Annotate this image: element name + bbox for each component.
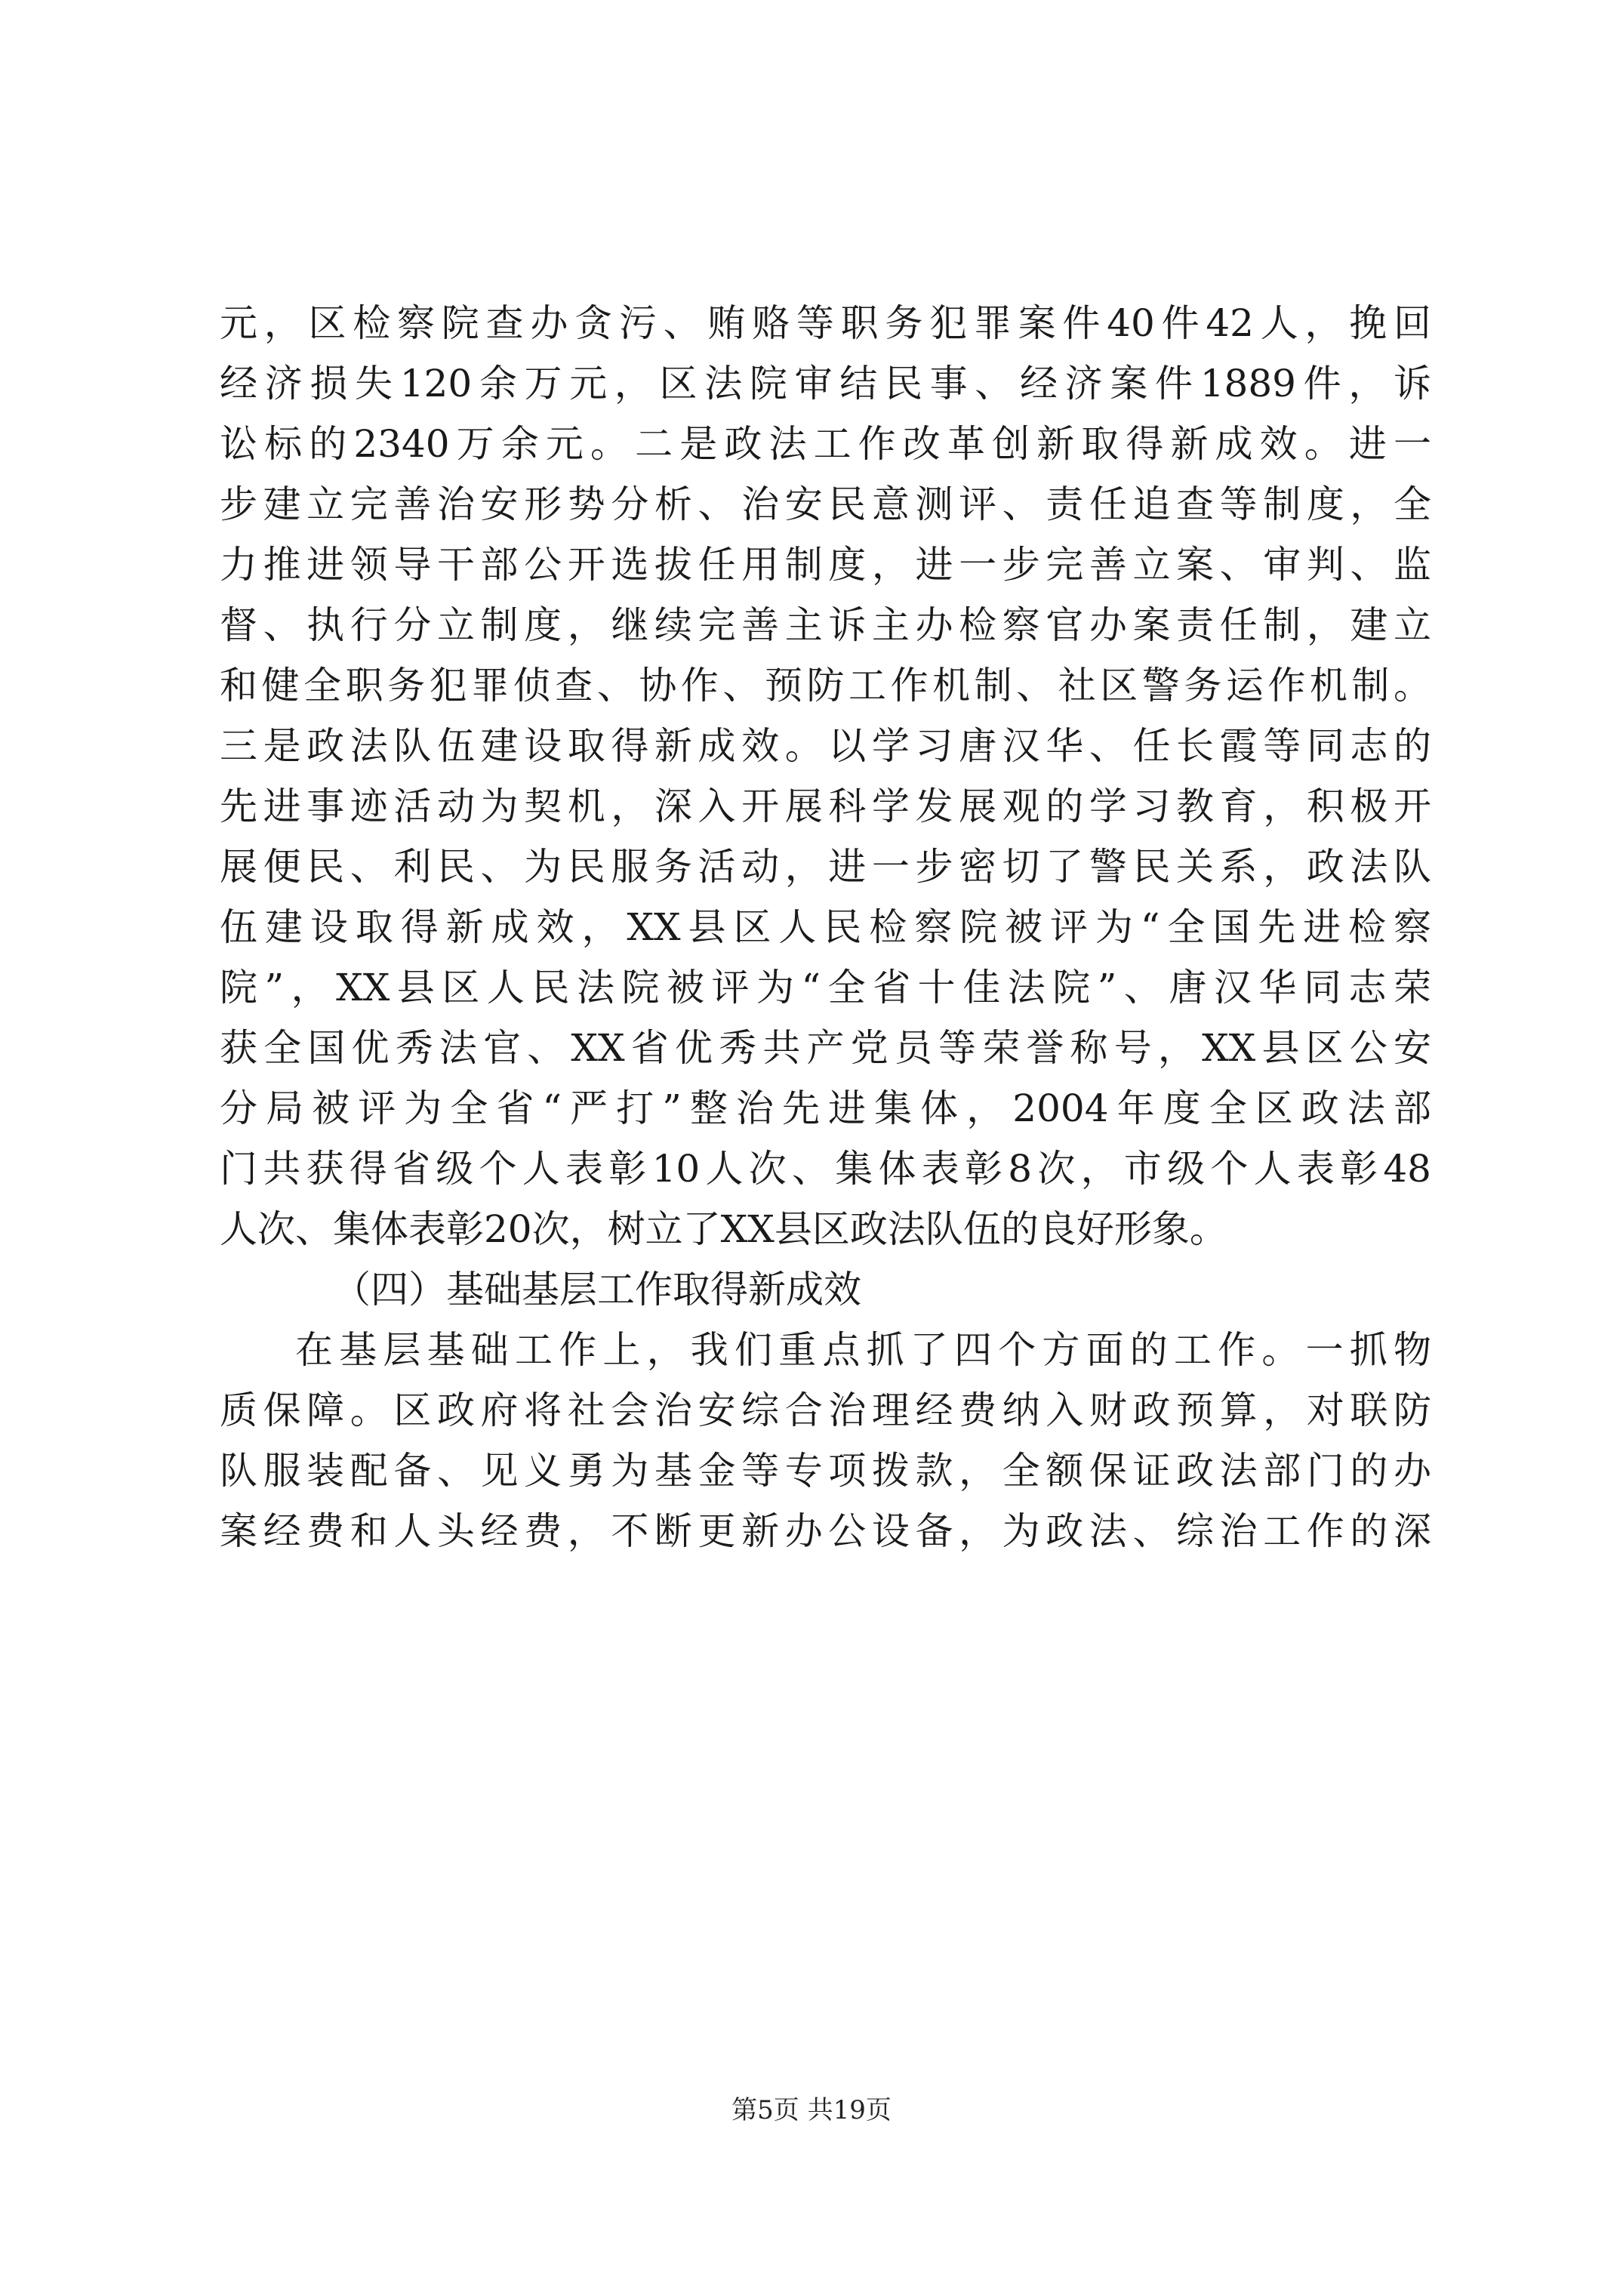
- text-line: 先进事迹活动为契机，深入开展科学发展观的学习教育，积极开: [220, 784, 1431, 828]
- text-line: 元，区检察院查办贪污、贿赂等职务犯罪案件40件42人，挽回: [220, 301, 1431, 345]
- text-line: 伍建设取得新成效，XX县区人民检察院被评为“全国先进检察: [220, 905, 1431, 949]
- text-line: 展便民、利民、为民服务活动，进一步密切了警民关系，政法队: [220, 845, 1431, 889]
- text-line: 队服装配备、见义勇为基金等专项拨款，全额保证政法部门的办: [220, 1449, 1431, 1493]
- text-line: 经济损失120余万元，区法院审结民事、经济案件1889件，诉: [220, 362, 1431, 405]
- text-line: 和健全职务犯罪侦查、协作、预防工作机制、社区警务运作机制。: [220, 664, 1431, 707]
- text-line: 门共获得省级个人表彰10人次、集体表彰8次，市级个人表彰48: [220, 1147, 1431, 1191]
- text-line: 质保障。区政府将社会治安综合治理经费纳入财政预算，对联防: [220, 1388, 1431, 1432]
- body-text: [220, 293, 1431, 1561]
- text-line: 在基层基础工作上，我们重点抓了四个方面的工作。一抓物: [295, 1328, 1431, 1372]
- text-line: 督、执行分立制度，继续完善主诉主办检察官办案责任制，建立: [220, 603, 1431, 647]
- text-line: 获全国优秀法官、XX省优秀共产党员等荣誉称号，XX县区公安: [220, 1026, 1431, 1070]
- text-line: 院”，XX县区人民法院被评为“全省十佳法院”、唐汉华同志荣: [220, 966, 1431, 1009]
- text-line: 步建立完善治安形势分析、治安民意测评、责任追查等制度，全: [220, 482, 1431, 526]
- text-line: 案经费和人头经费，不断更新办公设备，为政法、综治工作的深: [220, 1509, 1431, 1553]
- text-line: 三是政法队伍建设取得新成效。以学习唐汉华、任长霞等同志的: [220, 724, 1431, 768]
- page-number-footer: 第5页 共19页: [731, 2095, 892, 2125]
- section-heading: （四）基础基层工作取得新成效: [333, 1268, 861, 1311]
- text-line: 讼标的2340万余元。二是政法工作改革创新取得新成效。进一: [220, 422, 1431, 466]
- text-line: 分局被评为全省“严打”整治先进集体，2004年度全区政法部: [220, 1086, 1431, 1130]
- text-line: 力推进领导干部公开选拔任用制度，进一步完善立案、审判、监: [220, 543, 1431, 587]
- text-line: 人次、集体表彰20次，树立了XX县区政法队伍的良好形象。: [220, 1207, 1227, 1251]
